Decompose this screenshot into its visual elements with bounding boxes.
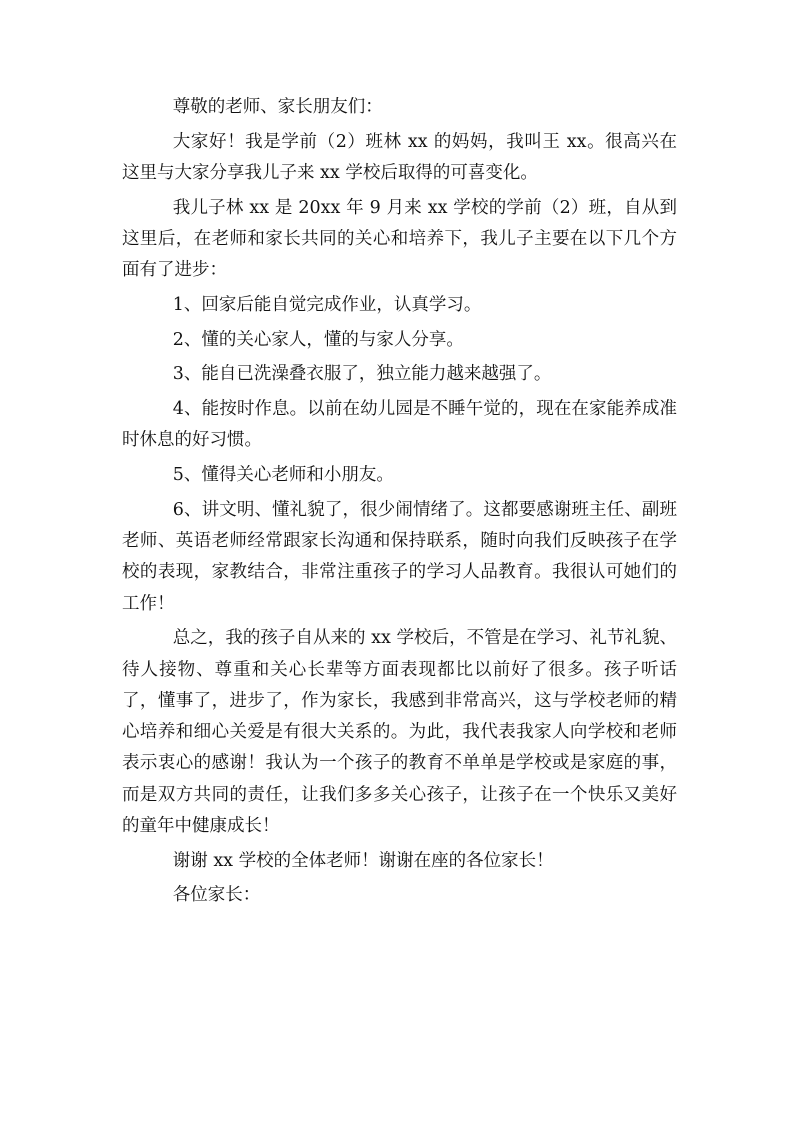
salutation: 尊敬的老师、家长朋友们：: [172, 97, 383, 117]
list-item-1: 1、回家后能自觉完成作业，认真学习。: [172, 294, 482, 315]
paragraph-summary: 总之，我的孩子自从来的 xx 学校后，不管是在学习、礼节礼貌、待人接物、尊重和关心长辈等方面表现都比以前好了很多。孩子听话了，懂事了，进步了，作为家长，我感到非常高兴，这与学校老师的精心培养和细心关爱是有很大关系的。为此，我代表我家人向学校和老师表示衷心的感谢！我认为一个孩子的教育不单单是学校或是家庭的事，而是双方共同的责任，让我们多多关心孩子，让孩子在一个快乐又美好的童年中健康成长！: [122, 628, 677, 837]
paragraph-greeting: 大家好！我是学前（2）班林 xx 的妈妈，我叫王 xx。很高兴在这里与大家分享我儿子来 xx 学校后取得的可喜变化。: [122, 131, 677, 183]
list-item-4: 4、能按时作息。以前在幼儿园是不睡午觉的，现在在家能养成准时休息的好习惯。: [122, 399, 677, 451]
list-item-3: 3、能自已洗澡叠衣服了，独立能力越来越强了。: [172, 364, 552, 385]
list-item-2: 2、懂的关心家人，懂的与家人分享。: [172, 329, 464, 350]
paragraph-intro: 我儿子林 xx 是 20xx 年 9 月来 xx 学校的学前（2）班，自从到这里后，在老师和家长共同的关心和培养下，我儿子主要在以下几个方面有了进步：: [122, 197, 677, 281]
document-body: [122, 92, 677, 915]
paragraph-thanks: 谢谢 xx 学校的全体老师！谢谢在座的各位家长！: [172, 850, 554, 871]
list-item-6: 6、讲文明、懂礼貌了，很少闹情绪了。这都要感谢班主任、副班老师、英语老师经常跟家长沟通和保持联系，随时向我们反映孩子在学校的表现，家教结合，非常注重孩子的学习人品教育。我很认可她们的工作！: [122, 499, 677, 614]
list-item-5: 5、懂得关心老师和小朋友。: [172, 465, 394, 485]
closing-salutation: 各位家长：: [172, 885, 261, 906]
